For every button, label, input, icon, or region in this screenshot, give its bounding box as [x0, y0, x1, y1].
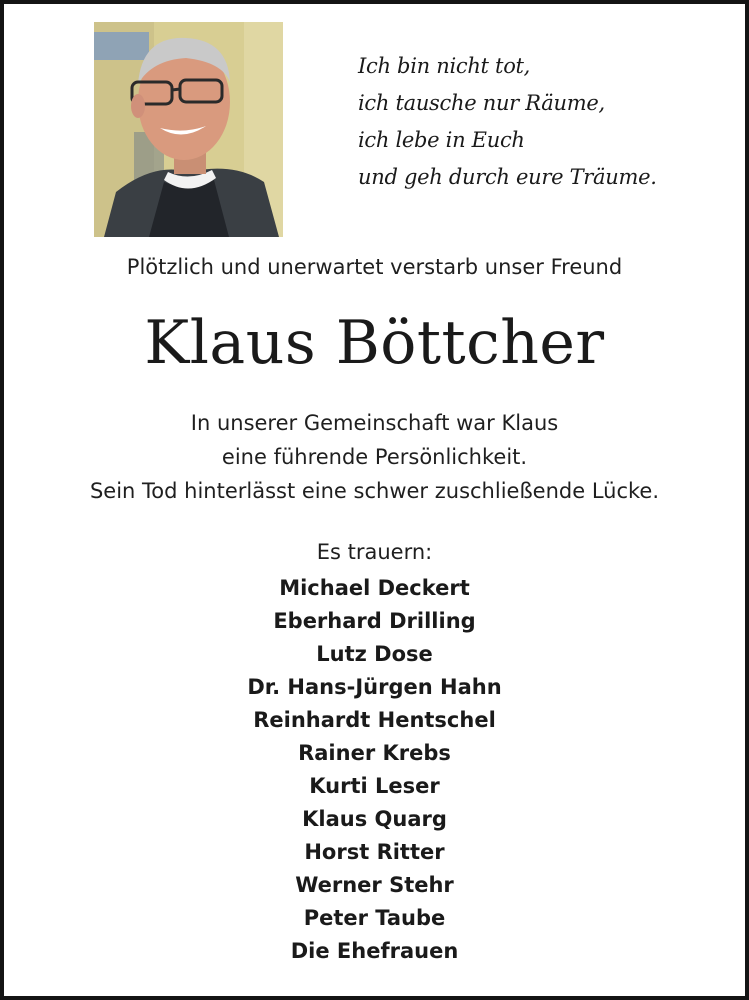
mourner-name: Peter Taube: [303, 906, 446, 930]
mourner-name: Dr. Hans-Jürgen Hahn: [247, 675, 502, 699]
mourner-name: Klaus Quarg: [302, 807, 447, 831]
mourner-name: Lutz Dose: [316, 642, 433, 666]
deceased-name: Klaus Böttcher: [144, 308, 605, 378]
mourner-name: Werner Stehr: [295, 873, 454, 897]
mourner-name: Die Ehefrauen: [290, 939, 459, 963]
tribute-line: eine führende Persönlichkeit.: [221, 445, 528, 469]
mourner-name: Horst Ritter: [304, 840, 445, 864]
mourner-name: Kurti Leser: [309, 774, 440, 798]
tribute-line: In unserer Gemeinschaft war Klaus: [190, 411, 559, 435]
mourner-name: Reinhardt Hentschel: [253, 708, 496, 732]
mourner-name: Eberhard Drilling: [273, 609, 476, 633]
poem-line: und geh durch eure Träume.: [358, 165, 657, 189]
poem-line: ich tausche nur Räume,: [358, 91, 605, 115]
portrait-photo: [94, 22, 283, 237]
mourner-name: Rainer Krebs: [298, 741, 451, 765]
poem-line: ich lebe in Euch: [358, 128, 525, 152]
tribute-line: Sein Tod hinterlässt eine schwer zuschließende Lücke.: [89, 479, 660, 503]
poem-line: Ich bin nicht tot,: [358, 54, 531, 78]
tribute-text: [0, 406, 749, 508]
mourners-label: Es trauern:: [316, 540, 433, 564]
intro-text: Plötzlich und unerwartet verstarb unser Freund: [126, 255, 623, 279]
mourners-list: [0, 572, 749, 968]
mourner-name: Michael Deckert: [279, 576, 470, 600]
memorial-poem: [358, 48, 657, 196]
